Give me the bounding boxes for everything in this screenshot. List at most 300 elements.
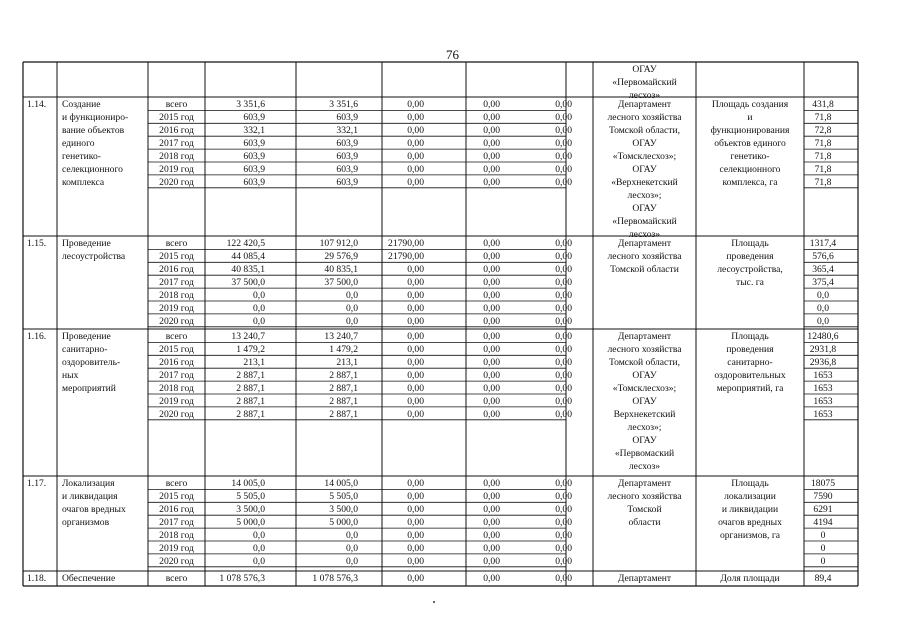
executor-cell-line: лесного хозяйства: [607, 343, 682, 355]
section-name: [62, 572, 147, 585]
year-labels-line: 2020 год: [159, 555, 194, 567]
year-labels-line: 2020 год: [159, 408, 194, 420]
amount-c1-line: 1 078 576,3: [219, 572, 265, 584]
section-name-line: очагов вредных: [62, 503, 126, 515]
amount-c3-line: 0,00: [407, 343, 424, 355]
amount-c2-line: 1 479,2: [329, 343, 358, 355]
amount-c2-line: 14 005,0: [324, 477, 358, 489]
amount-c5-line: 0,00: [555, 330, 572, 342]
section-name-line: и функциониро-: [62, 111, 129, 123]
amount-c4-line: 0,00: [483, 382, 500, 394]
amount-c4: [460, 477, 500, 568]
executor-cell: [593, 98, 696, 241]
amount-c5-line: 0,00: [555, 477, 572, 489]
amount-c5-line: 0,00: [555, 315, 572, 327]
year-labels: [152, 237, 201, 328]
amount-c3-line: 0,00: [407, 382, 424, 394]
amount-c3-line: 0,00: [407, 490, 424, 502]
indicator-values-line: 365,4: [812, 263, 834, 275]
amount-c1-line: 0,0: [253, 529, 265, 541]
section-name-line: лесоустройства: [62, 250, 126, 262]
amount-c1-line: 122 420,5: [226, 237, 265, 249]
amount-c5-line: 0,00: [555, 289, 572, 301]
indicator-values-line: 71,8: [814, 176, 832, 188]
indicator-values-line: 1653: [813, 408, 833, 420]
indicator-cell-line: Площадь создания: [711, 98, 789, 110]
page-number: 76: [446, 47, 459, 62]
executor-cell: [593, 330, 696, 473]
year-labels-line: 2018 год: [159, 150, 194, 162]
section-name-line: Обеспечение: [62, 572, 116, 584]
indicator-cell-line: и ликвидации: [721, 503, 779, 515]
amount-c1-line: 40 835,1: [231, 263, 265, 275]
indicator-values-line: 18075: [811, 477, 835, 489]
indicator-cell-line: объектов единого: [714, 137, 786, 149]
amount-c1-line: 0,0: [253, 542, 265, 554]
executor-cell-line: Томской области: [610, 263, 679, 275]
amount-c1-line: 0,0: [253, 289, 265, 301]
section-name-line: комплекса: [62, 176, 105, 188]
amount-c2-line: 3 500,0: [329, 503, 358, 515]
amount-c2-line: 40 835,1: [324, 263, 358, 275]
executor-cell-line: ОГАУ: [632, 434, 657, 446]
amount-c2: [296, 330, 358, 421]
executor-cell-line: «Томсклесхоз»;: [612, 150, 677, 162]
year-labels-line: всего: [165, 237, 188, 249]
indicator-cell: [696, 237, 804, 289]
amount-c5-line: 0,00: [555, 516, 572, 528]
amount-c5-line: 0,00: [555, 542, 572, 554]
section-name-line: Проведение: [62, 330, 111, 342]
section-name: [62, 330, 147, 395]
amount-c3: [384, 572, 424, 585]
amount-c3: [384, 98, 424, 189]
indicator-values-line: 72,8: [814, 124, 832, 136]
amount-c1-line: 5 505,0: [236, 490, 265, 502]
executor-cell-line: ОГАУ: [632, 63, 657, 75]
amount-c2: [296, 477, 358, 568]
indicator-values-line: 1317,4: [809, 237, 837, 249]
amount-c4-line: 0,00: [483, 490, 500, 502]
amount-c4: [460, 572, 500, 585]
amount-c1-line: 1 479,2: [236, 343, 265, 355]
executor-cell-line: лесного хозяйства: [607, 111, 682, 123]
amount-c2-line: 5 505,0: [329, 490, 358, 502]
amount-c3: [384, 330, 424, 421]
amount-c4-line: 0,00: [483, 330, 500, 342]
amount-c5-line: 0,00: [555, 529, 572, 541]
amount-c3-line: 0,00: [407, 369, 424, 381]
executor-cell-line: лесхоз»: [628, 228, 661, 240]
amount-c5-line: 0,00: [555, 124, 572, 136]
amount-c4-line: 0,00: [483, 250, 500, 262]
amount-c1-line: 0,0: [253, 315, 265, 327]
amount-c3: [384, 477, 424, 568]
amount-c4: [460, 98, 500, 189]
section-number: 1.16.: [27, 330, 47, 342]
indicator-values-line: 12480,6: [807, 330, 839, 342]
amount-c4-line: 0,00: [483, 572, 500, 584]
year-labels-line: 2016 год: [159, 503, 194, 515]
amount-c3-line: 0,00: [407, 356, 424, 368]
amount-c1-line: 603,9: [243, 176, 265, 188]
amount-c1-line: 332,1: [243, 124, 265, 136]
executor-cell-line: Департамент: [617, 98, 672, 110]
section-name-line: генетико-: [62, 150, 101, 162]
amount-c4-line: 0,00: [483, 163, 500, 175]
amount-c5: [532, 572, 572, 585]
amount-c2-line: 0,0: [346, 302, 358, 314]
amount-c2-line: 3 351,6: [329, 98, 358, 110]
executor-cell-line: Департамент: [617, 572, 672, 584]
amount-c1-line: 37 500,0: [231, 276, 265, 288]
amount-c4-line: 0,00: [483, 315, 500, 327]
amount-c2-line: 0,0: [346, 289, 358, 301]
indicator-values-line: 71,8: [814, 137, 832, 149]
year-labels: [152, 98, 201, 189]
indicator-cell-line: организмов, га: [719, 529, 781, 541]
indicator-values-line: 71,8: [814, 150, 832, 162]
indicator-values-line: 6291: [813, 503, 833, 515]
indicator-values-line: 375,4: [812, 276, 834, 288]
indicator-values: [806, 572, 840, 585]
section-name-line: Создание: [62, 98, 101, 110]
indicator-cell-line: генетико-: [730, 150, 770, 162]
executor-cell: [593, 572, 696, 585]
year-labels-line: 2016 год: [159, 356, 194, 368]
indicator-cell: [696, 477, 804, 542]
executor-cell: [593, 237, 696, 276]
year-labels-line: 2018 год: [159, 382, 194, 394]
amount-c1: [205, 237, 265, 328]
indicator-values-line: 0: [820, 555, 826, 567]
amount-c2-line: 2 887,1: [329, 382, 358, 394]
amount-c4-line: 0,00: [483, 111, 500, 123]
section-name-line: вание объектов: [62, 124, 125, 136]
amount-c5: [532, 330, 572, 421]
amount-c1-line: 0,0: [253, 302, 265, 314]
amount-c1-line: 3 500,0: [236, 503, 265, 515]
section-name-line: и ликвидация: [62, 490, 118, 502]
section-name-line: Локализация: [62, 477, 115, 489]
year-labels-line: всего: [165, 572, 188, 584]
executor-cell-line: лесного хозяйства: [607, 250, 682, 262]
amount-c3-line: 21790,00: [388, 237, 424, 249]
amount-c1-line: 2 887,1: [236, 395, 265, 407]
amount-c2: [296, 572, 358, 585]
executor-cell-line: ОГАУ: [632, 137, 657, 149]
indicator-cell-line: Площадь: [731, 237, 769, 249]
amount-c1: [205, 330, 265, 421]
amount-c4-line: 0,00: [483, 137, 500, 149]
amount-c4-line: 0,00: [483, 98, 500, 110]
amount-c3-line: 0,00: [407, 408, 424, 420]
executor-cell: [593, 477, 696, 529]
executor-cell-line: «Первомайский: [612, 76, 677, 88]
amount-c4-line: 0,00: [483, 503, 500, 515]
section-name: [62, 477, 147, 529]
amount-c3-line: 0,00: [407, 555, 424, 567]
indicator-values-line: 1653: [813, 395, 833, 407]
indicator-values-line: 0,0: [817, 315, 829, 327]
amount-c2-line: 603,9: [336, 137, 358, 149]
amount-c5-line: 0,00: [555, 250, 572, 262]
amount-c2-line: 2 887,1: [329, 408, 358, 420]
amount-c3-line: 21790,00: [388, 250, 424, 262]
amount-c1-line: 603,9: [243, 163, 265, 175]
amount-c1-line: 2 887,1: [236, 382, 265, 394]
indicator-cell-line: и: [747, 111, 753, 123]
amount-c1-line: 14 005,0: [231, 477, 265, 489]
year-labels-line: всего: [165, 477, 188, 489]
indicator-values-line: 0: [820, 542, 826, 554]
year-labels: [152, 477, 201, 568]
section-name-line: селекционного: [62, 163, 123, 175]
amount-c1-line: 603,9: [243, 111, 265, 123]
indicator-values: [806, 98, 840, 189]
amount-c4-line: 0,00: [483, 289, 500, 301]
amount-c2-line: 603,9: [336, 111, 358, 123]
amount-c4: [460, 237, 500, 328]
amount-c4-line: 0,00: [483, 176, 500, 188]
amount-c5-line: 0,00: [555, 572, 572, 584]
amount-c4-line: 0,00: [483, 276, 500, 288]
amount-c5-line: 0,00: [555, 490, 572, 502]
amount-c5-line: 0,00: [555, 555, 572, 567]
amount-c1-line: 2 887,1: [236, 408, 265, 420]
year-labels-line: всего: [165, 330, 188, 342]
amount-c4-line: 0,00: [483, 369, 500, 381]
executor-cell-line: области: [628, 516, 661, 528]
amount-c2-line: 1 078 576,3: [312, 572, 358, 584]
amount-c4-line: 0,00: [483, 395, 500, 407]
amount-c1-line: 3 351,6: [236, 98, 265, 110]
amount-c4-line: 0,00: [483, 408, 500, 420]
indicator-cell-line: комплекса, га: [722, 176, 778, 188]
year-labels-line: 2018 год: [159, 529, 194, 541]
indicator-values-line: 89,4: [814, 572, 832, 584]
amount-c3-line: 0,00: [407, 302, 424, 314]
amount-c1-line: 44 085,4: [231, 250, 265, 262]
amount-c3-line: 0,00: [407, 111, 424, 123]
year-labels-line: 2019 год: [159, 302, 194, 314]
executor-cell-line: «Первомаский: [614, 447, 675, 459]
amount-c4-line: 0,00: [483, 124, 500, 136]
indicator-values-line: 2931,8: [809, 343, 837, 355]
executor-cell: [593, 63, 696, 102]
amount-c2-line: 0,0: [346, 555, 358, 567]
executor-cell-line: ОГАУ: [632, 163, 657, 175]
year-labels-line: 2017 год: [159, 137, 194, 149]
indicator-cell-line: функционирования: [710, 124, 790, 136]
amount-c3-line: 0,00: [407, 529, 424, 541]
amount-c3-line: 0,00: [407, 289, 424, 301]
amount-c2-line: 603,9: [336, 176, 358, 188]
scan-speck: [433, 601, 435, 603]
amount-c2-line: 107 912,0: [319, 237, 358, 249]
amount-c5-line: 0,00: [555, 237, 572, 249]
section-name-line: организмов: [62, 516, 110, 528]
year-labels: [152, 330, 201, 421]
year-labels-line: 2017 год: [159, 276, 194, 288]
section-number: 1.15.: [27, 237, 47, 249]
year-labels: [152, 572, 201, 585]
amount-c5-line: 0,00: [555, 369, 572, 381]
year-labels-line: 2019 год: [159, 395, 194, 407]
section-name-line: санитарно-: [62, 343, 108, 355]
executor-cell-line: Томской области,: [608, 124, 681, 136]
year-labels-line: 2018 год: [159, 289, 194, 301]
section-number: 1.18.: [27, 572, 47, 584]
section-number: 1.14.: [27, 98, 47, 110]
amount-c5-line: 0,00: [555, 111, 572, 123]
year-labels-line: 2019 год: [159, 163, 194, 175]
section-name: [62, 98, 147, 189]
executor-cell-line: ОГАУ: [632, 369, 657, 381]
year-labels-line: 2017 год: [159, 369, 194, 381]
indicator-cell-line: мероприятий, га: [716, 382, 784, 394]
section-number: 1.17.: [27, 477, 47, 489]
amount-c4-line: 0,00: [483, 237, 500, 249]
indicator-values-line: 576,6: [812, 250, 834, 262]
executor-cell-line: «Первомайский: [612, 215, 677, 227]
amount-c4-line: 0,00: [483, 302, 500, 314]
amount-c4-line: 0,00: [483, 477, 500, 489]
indicator-cell-line: оздоровительных: [714, 369, 786, 381]
amount-c3-line: 0,00: [407, 330, 424, 342]
amount-c5: [532, 98, 572, 189]
amount-c5-line: 0,00: [555, 163, 572, 175]
amount-c2: [296, 237, 358, 328]
amount-c4-line: 0,00: [483, 263, 500, 275]
amount-c4-line: 0,00: [483, 516, 500, 528]
amount-c1-line: 5 000,0: [236, 516, 265, 528]
executor-cell-line: ОГАУ: [632, 395, 657, 407]
amount-c2-line: 2 887,1: [329, 395, 358, 407]
year-labels-line: 2016 год: [159, 124, 194, 136]
amount-c5-line: 0,00: [555, 408, 572, 420]
indicator-values-line: 4194: [813, 516, 833, 528]
executor-cell-line: лесхоз»: [628, 89, 661, 101]
executor-cell-line: Департамент: [617, 237, 672, 249]
amount-c2-line: 37 500,0: [324, 276, 358, 288]
indicator-cell-line: Доля площади: [720, 572, 780, 584]
section-name-line: Проведение: [62, 237, 111, 249]
indicator-cell-line: проведения: [726, 250, 774, 262]
indicator-cell-line: селекционного: [719, 163, 781, 175]
amount-c5-line: 0,00: [555, 302, 572, 314]
amount-c4-line: 0,00: [483, 529, 500, 541]
amount-c3-line: 0,00: [407, 150, 424, 162]
year-labels-line: 2015 год: [159, 343, 194, 355]
executor-cell-line: Департамент: [617, 477, 672, 489]
section-name-line: оздоровитель-: [62, 356, 121, 368]
year-labels-line: всего: [165, 98, 188, 110]
year-labels-line: 2020 год: [159, 176, 194, 188]
indicator-cell-line: лесоустройства,: [717, 263, 783, 275]
year-labels-line: 2020 год: [159, 315, 194, 327]
amount-c5-line: 0,00: [555, 150, 572, 162]
amount-c5-line: 0,00: [555, 382, 572, 394]
amount-c4-line: 0,00: [483, 356, 500, 368]
amount-c5-line: 0,00: [555, 176, 572, 188]
amount-c2-line: 2 887,1: [329, 369, 358, 381]
amount-c3-line: 0,00: [407, 98, 424, 110]
indicator-values-line: 71,8: [814, 163, 832, 175]
year-labels-line: 2015 год: [159, 490, 194, 502]
year-labels-line: 2016 год: [159, 263, 194, 275]
amount-c5-line: 0,00: [555, 356, 572, 368]
indicator-cell-line: Площадь: [731, 330, 769, 342]
amount-c2-line: 603,9: [336, 150, 358, 162]
executor-cell-line: Верхнекетский: [613, 408, 676, 420]
amount-c5: [532, 477, 572, 568]
executor-cell-line: лесного хозяйства: [607, 490, 682, 502]
amount-c3-line: 0,00: [407, 263, 424, 275]
amount-c3-line: 0,00: [407, 477, 424, 489]
amount-c3-line: 0,00: [407, 276, 424, 288]
year-labels-line: 2015 год: [159, 111, 194, 123]
amount-c1-line: 13 240,7: [231, 330, 265, 342]
amount-c3: [384, 237, 424, 328]
amount-c5-line: 0,00: [555, 343, 572, 355]
indicator-values-line: 0,0: [817, 289, 829, 301]
amount-c1: [205, 572, 265, 585]
indicator-cell-line: Площадь: [731, 477, 769, 489]
indicator-values: [806, 330, 840, 421]
amount-c2-line: 5 000,0: [329, 516, 358, 528]
executor-cell-line: лесхоз»;: [627, 421, 662, 433]
indicator-cell: [696, 572, 804, 585]
amount-c5-line: 0,00: [555, 276, 572, 288]
indicator-values: [806, 237, 840, 328]
indicator-cell-line: локализации: [724, 490, 776, 502]
indicator-cell-line: проведения: [726, 343, 774, 355]
amount-c3-line: 0,00: [407, 137, 424, 149]
section-name-line: ных: [62, 369, 79, 381]
indicator-cell-line: тыс. га: [736, 276, 764, 288]
amount-c1-line: 603,9: [243, 150, 265, 162]
section-name-line: мероприятий: [62, 382, 116, 394]
amount-c5-line: 0,00: [555, 137, 572, 149]
indicator-cell: [696, 330, 804, 395]
amount-c1-line: 2 887,1: [236, 369, 265, 381]
executor-cell-line: лесхоз»;: [627, 189, 662, 201]
indicator-values-line: 2936,8: [809, 356, 837, 368]
section-name-line: единого: [62, 137, 95, 149]
amount-c3-line: 0,00: [407, 124, 424, 136]
amount-c3-line: 0,00: [407, 503, 424, 515]
indicator-cell-line: санитарно-: [727, 356, 773, 368]
amount-c2-line: 0,0: [346, 315, 358, 327]
indicator-values-line: 1653: [813, 369, 833, 381]
indicator-values: [806, 477, 840, 568]
executor-cell-line: Томской: [627, 503, 662, 515]
amount-c2-line: 29 576,9: [324, 250, 358, 262]
amount-c4-line: 0,00: [483, 542, 500, 554]
indicator-values-line: 71,8: [814, 111, 832, 123]
indicator-values-line: 1653: [813, 382, 833, 394]
executor-cell-line: Томской области,: [608, 356, 681, 368]
amount-c2-line: 332,1: [336, 124, 358, 136]
amount-c2-line: 0,0: [346, 529, 358, 541]
amount-c5-line: 0,00: [555, 503, 572, 515]
amount-c5: [532, 237, 572, 328]
amount-c2-line: 0,0: [346, 542, 358, 554]
amount-c1-line: 0,0: [253, 555, 265, 567]
executor-cell-line: «Верхнекетский: [611, 176, 678, 188]
amount-c1: [205, 477, 265, 568]
